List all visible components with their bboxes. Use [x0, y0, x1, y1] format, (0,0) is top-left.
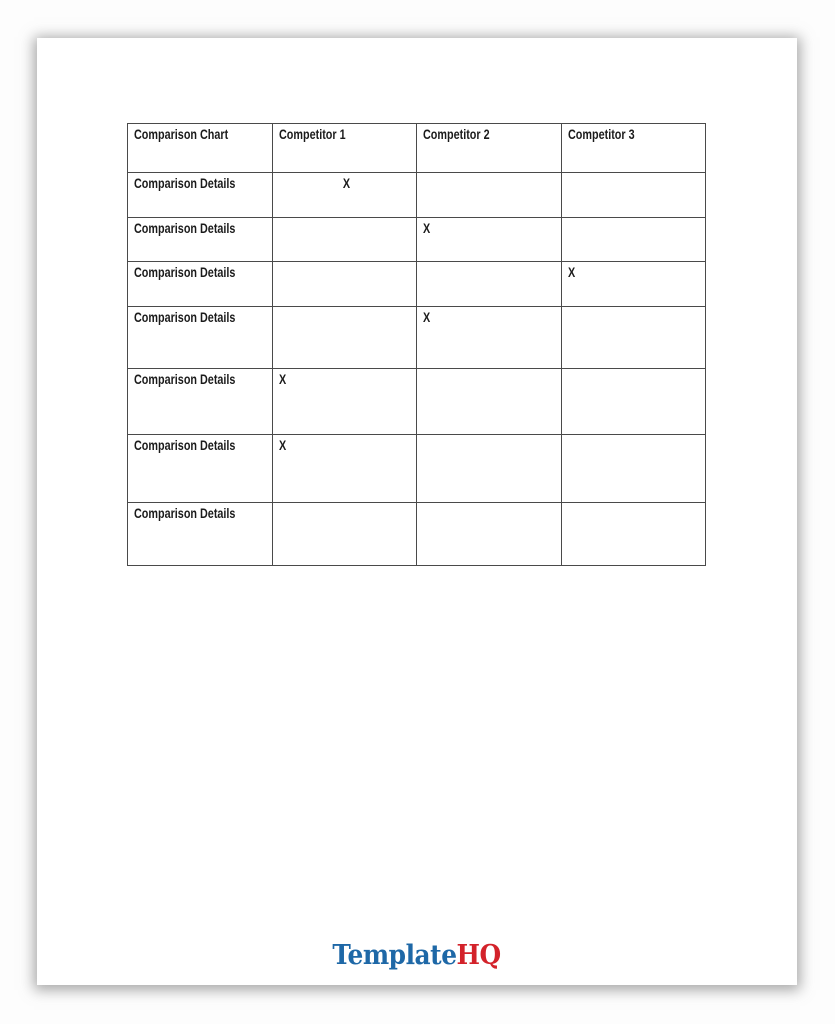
mark-cell	[272, 369, 417, 435]
row-label: Comparison Details	[134, 506, 236, 521]
table-header	[128, 124, 706, 173]
empty-cell	[417, 369, 562, 435]
row-label-cell	[128, 307, 273, 369]
x-mark: X	[423, 221, 431, 236]
empty-cell	[272, 307, 417, 369]
empty-cell	[561, 307, 706, 369]
x-mark: X	[278, 372, 286, 387]
header-cell-competitor-2	[417, 124, 562, 173]
row-label: Comparison Details	[134, 310, 236, 325]
empty-cell	[561, 503, 706, 566]
table-row	[128, 369, 706, 435]
mark-cell	[272, 173, 417, 218]
logo-text-template: Template	[332, 940, 458, 971]
x-mark: X	[278, 438, 286, 453]
header-label: Competitor 2	[423, 127, 490, 142]
row-label-cell	[128, 503, 273, 566]
x-mark: X	[342, 176, 350, 191]
empty-cell	[561, 435, 706, 503]
x-mark: X	[567, 265, 575, 280]
row-label-cell	[128, 262, 273, 307]
table-row	[128, 307, 706, 369]
empty-cell	[272, 262, 417, 307]
mark-cell	[561, 262, 706, 307]
table-row	[128, 435, 706, 503]
logo-text	[333, 941, 501, 971]
table-row	[128, 503, 706, 566]
comparison-table	[127, 123, 706, 566]
mark-cell	[272, 435, 417, 503]
mark-cell	[417, 218, 562, 262]
header-cell-comparison-chart	[128, 124, 273, 173]
row-label: Comparison Details	[134, 265, 236, 280]
table-row	[128, 262, 706, 307]
header-row	[128, 124, 706, 173]
header-label: Competitor 3	[567, 127, 635, 142]
header-label: Comparison Chart	[134, 127, 229, 142]
empty-cell	[417, 435, 562, 503]
table-row	[128, 173, 706, 218]
table-row	[128, 218, 706, 262]
x-mark: X	[423, 310, 431, 325]
empty-cell	[417, 503, 562, 566]
empty-cell	[272, 503, 417, 566]
row-label-cell	[128, 173, 273, 218]
document-page	[37, 38, 797, 985]
header-label: Competitor 1	[278, 127, 346, 142]
row-label-cell	[128, 435, 273, 503]
header-cell-competitor-3	[561, 124, 706, 173]
empty-cell	[561, 218, 706, 262]
row-label: Comparison Details	[134, 372, 236, 387]
row-label-cell	[128, 218, 273, 262]
mark-cell	[417, 307, 562, 369]
empty-cell	[272, 218, 417, 262]
row-label: Comparison Details	[134, 438, 236, 453]
row-label-cell	[128, 369, 273, 435]
header-cell-competitor-1	[272, 124, 417, 173]
row-label: Comparison Details	[134, 176, 236, 191]
comparison-table-body	[128, 173, 706, 566]
row-label: Comparison Details	[134, 221, 236, 236]
templatehq-logo	[37, 941, 797, 971]
logo-text-hq: HQ	[457, 940, 502, 971]
empty-cell	[561, 173, 706, 218]
empty-cell	[561, 369, 706, 435]
empty-cell	[417, 173, 562, 218]
empty-cell	[417, 262, 562, 307]
